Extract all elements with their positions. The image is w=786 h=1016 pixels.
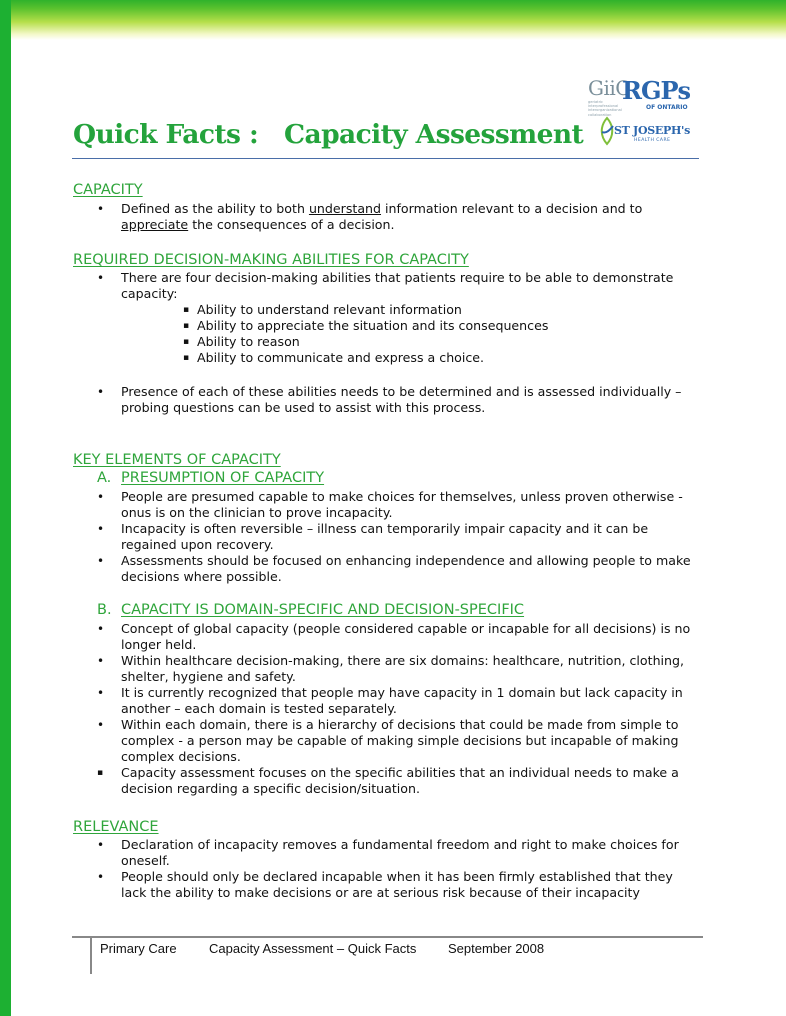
st-joseph-logo: ST JOSEPH's [614,124,690,137]
list-item: ▪ Capacity assessment focuses on the specific abilities that an individual needs to make a decision regarding a specific decision/situation. [97,765,702,797]
rgps-logo-subtitle: OF ONTARIO [646,104,688,111]
required-abilities-note [97,384,702,416]
left-accent-bar [0,0,11,1016]
list-item: • Within each domain, there is a hierarchy of decisions that could be made from simple to complex - a person may be capable of making simple decisions but incapable of making complex decisions. [97,717,702,765]
ability-item: ▪ Ability to communicate and express a choice. [183,350,702,366]
giic-logo-subtitle: geriatric interprofessional interorganizational collaboration [588,100,622,117]
page-title: Quick Facts : Capacity Assessment [73,119,584,150]
footer-right: September 2008 [448,941,545,956]
domain-specific-heading: B. CAPACITY IS DOMAIN-SPECIFIC AND DECISION-SPECIFIC [97,602,525,618]
top-gradient-band [11,0,786,40]
required-abilities-heading: REQUIRED DECISION-MAKING ABILITIES FOR CAPACITY [73,252,469,268]
footer-divider [72,936,703,938]
list-item: • Defined as the ability to both understand information relevant to a decision and to appreciate the consequences of a decision. [97,201,702,233]
title-divider [72,158,699,159]
list-item: • It is currently recognized that people may have capacity in 1 domain but lack capacity in another – each domain is tested separately. [97,685,702,717]
relevance-heading: RELEVANCE [73,819,159,835]
appreciate-term: appreciate [121,217,189,232]
list-item: • People are presumed capable to make choices for themselves, unless proven otherwise - onus is on the clinician to prove incapacity. [97,489,702,521]
footer-center: Capacity Assessment – Quick Facts [209,941,417,956]
abilities-sublist [121,302,702,366]
footer-vertical-divider [90,938,92,974]
required-abilities-list [97,270,702,366]
partner-logos [584,74,700,156]
presumption-heading: A. PRESUMPTION OF CAPACITY [97,470,325,486]
list-item: • Assessments should be focused on enhancing independence and allowing people to make decisions where possible. [97,553,702,585]
capacity-list [97,201,702,233]
domain-specific-list [97,621,702,797]
list-item: • Declaration of incapacity removes a fundamental freedom and right to make choices for oneself. [97,837,702,869]
ability-item: ▪ Ability to understand relevant information [183,302,702,318]
rgps-logo: RGPs [622,76,690,105]
list-item: • There are four decision-making abilities that patients require to be able to demonstrate capacity: ▪ Ability to understand relevant information ▪ Ability to appreciate the situation and its consequences ▪ Ability to reason ▪ Ability to communicate and express a choice. [97,270,702,366]
giic-logo: GiiC [588,76,631,100]
list-item: • Concept of global capacity (people considered capable or incapable for all decisions) is no longer held. [97,621,702,653]
understand-term: understand [308,201,382,216]
st-joseph-logo-subtitle: HEALTH CARE [634,138,671,143]
list-item: • Incapacity is often reversible – illness can temporarily impair capacity and it can be regained upon recovery. [97,521,702,553]
key-elements-heading: KEY ELEMENTS OF CAPACITY [73,452,281,468]
list-item: • Presence of each of these abilities needs to be determined and is assessed individually – probing questions can be used to assist with this process. [97,384,702,416]
footer-left: Primary Care [100,941,177,956]
relevance-list [97,837,702,901]
presumption-list [97,489,702,585]
capacity-heading: CAPACITY [73,182,143,198]
ability-item: ▪ Ability to reason [183,334,702,350]
list-item: • People should only be declared incapable when it has been firmly established that they lack the ability to make decisions or are at serious risk because of their incapacity [97,869,702,901]
ability-item: ▪ Ability to appreciate the situation and its consequences [183,318,702,334]
list-item: • Within healthcare decision-making, there are six domains: healthcare, nutrition, clothing, shelter, hygiene and safety. [97,653,702,685]
